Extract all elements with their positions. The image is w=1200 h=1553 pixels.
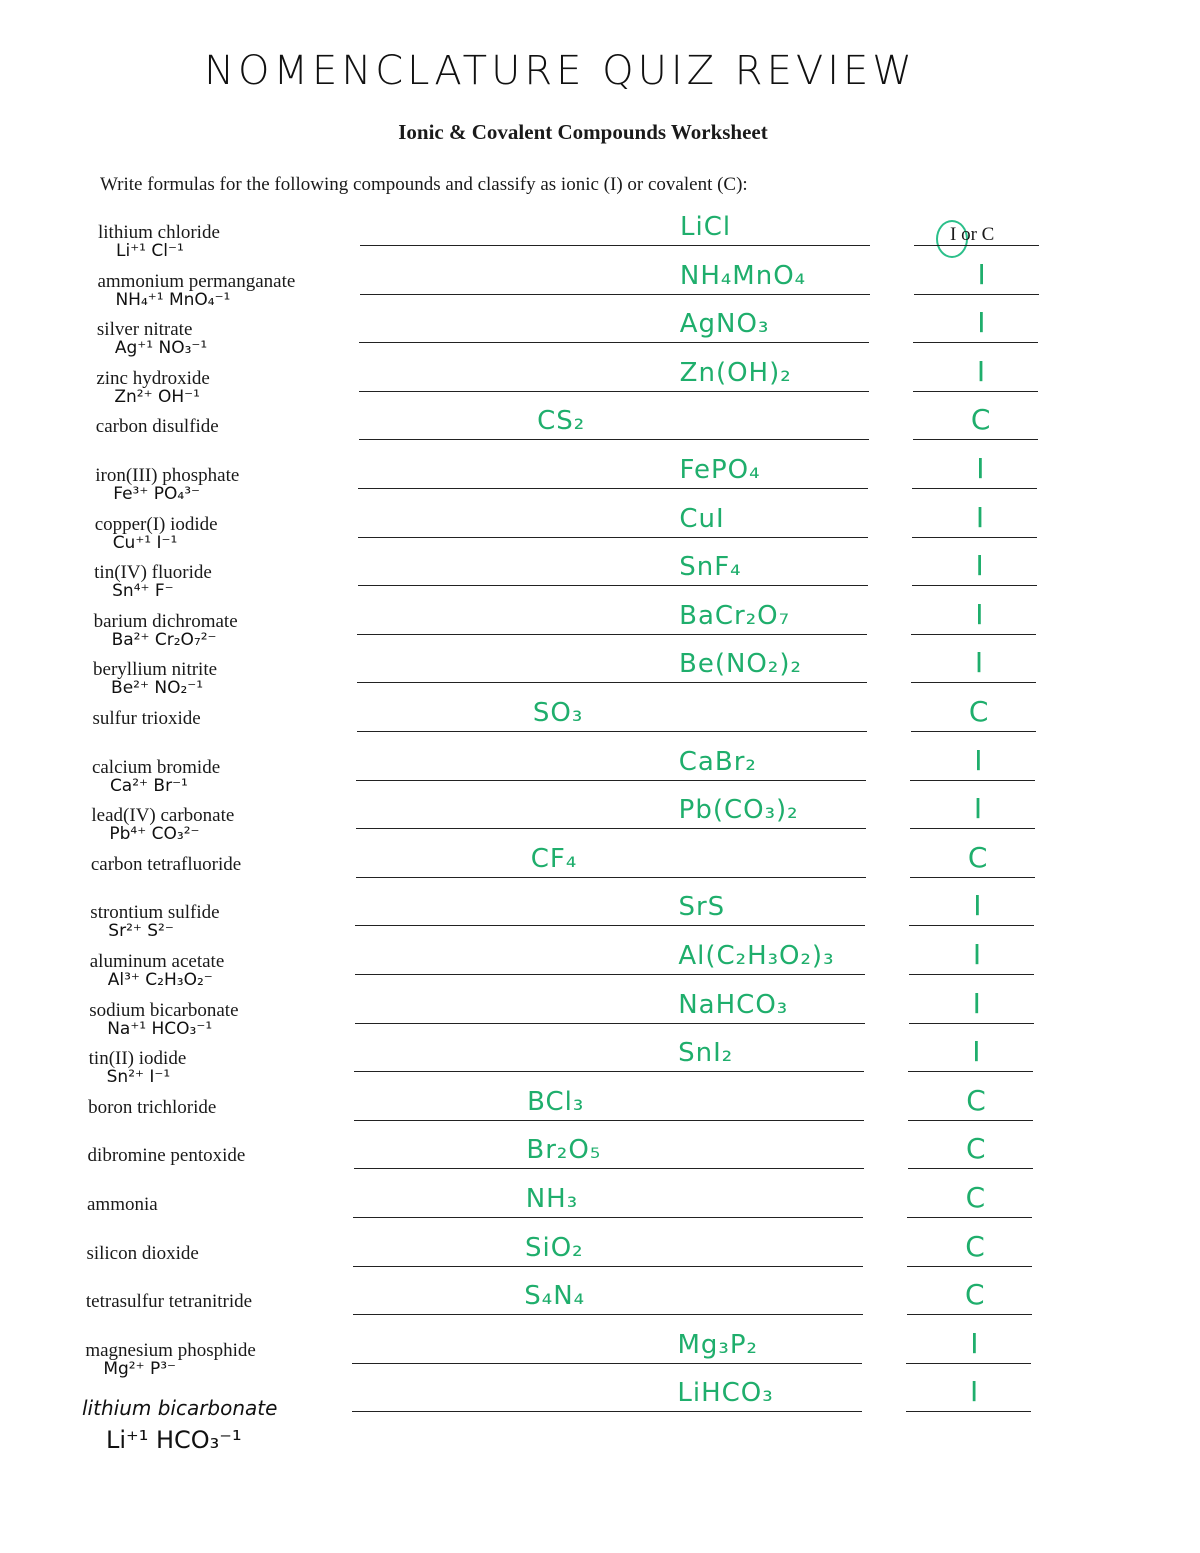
compound-name: dibromine pentoxide <box>87 1145 246 1167</box>
handwritten-ions: Pb⁴⁺ CO₃²⁻ <box>109 824 200 845</box>
worksheet-row <box>0 1266 1200 1315</box>
handwritten-classification: C <box>967 840 988 874</box>
worksheet-row <box>0 926 1200 990</box>
handwritten-formula: Pb(CO₃)₂ <box>678 795 799 826</box>
handwritten-formula: CF₄ <box>530 843 578 874</box>
worksheet-title: Ionic & Covalent Compounds Worksheet <box>398 120 768 144</box>
worksheet-row <box>0 1072 1200 1121</box>
compound-name: iron(III) phosphate <box>95 465 240 486</box>
compound-name: barium dichromate <box>93 610 238 632</box>
handwritten-formula: BCl₃ <box>527 1086 585 1117</box>
worksheet-row <box>0 634 1200 699</box>
handwritten-title: NOMENCLATURE QUIZ REVIEW <box>204 48 916 94</box>
worksheet-row <box>0 1120 1200 1169</box>
compound-name: lead(IV) carbonate <box>91 805 235 827</box>
handwritten-formula: NaHCO₃ <box>678 989 789 1020</box>
handwritten-ions: Sn⁴⁺ F⁻ <box>112 581 174 602</box>
worksheet-row <box>0 294 1200 359</box>
worksheet-row <box>0 975 1200 1039</box>
worksheet-row <box>0 489 1200 553</box>
handwritten-formula: Al(C₂H₃O₂)₃ <box>678 941 835 971</box>
compound-name: magnesium phosphide <box>85 1339 256 1361</box>
handwritten-formula: SiO₂ <box>524 1232 584 1263</box>
handwritten-classification: I <box>973 889 982 923</box>
worksheet-row <box>0 246 1200 310</box>
handwritten-formula: FePO₄ <box>679 455 761 485</box>
handwritten-formula: Be(NO₂)₂ <box>679 649 802 680</box>
compound-name: zinc hydroxide <box>96 367 210 389</box>
handwritten-formula: AgNO₃ <box>679 309 770 340</box>
handwritten-formula: SnI₂ <box>678 1038 734 1069</box>
handwritten-ions: Ca²⁺ Br⁻¹ <box>109 775 188 796</box>
column-header-i-or-c: I or C <box>950 224 995 245</box>
handwritten-classification: I <box>972 938 982 971</box>
handwritten-formula: SnF₄ <box>679 552 742 583</box>
compound-name: tetrasulfur tetranitride <box>85 1291 253 1313</box>
handwritten-ions: Mg²⁺ P³⁻ <box>103 1358 177 1379</box>
handwritten-classification: C <box>964 1278 985 1312</box>
handwritten-classification: I <box>975 597 984 631</box>
handwritten-formula: CaBr₂ <box>678 746 757 777</box>
worksheet-row <box>0 391 1200 440</box>
handwritten-classification: I <box>976 452 985 485</box>
instructions: Write formulas for the following compounds and classify as ionic (I) or covalent (C): <box>100 174 748 195</box>
handwritten-ions: Cu⁺¹ I⁻¹ <box>112 532 178 553</box>
handwritten-classification: C <box>965 1229 985 1263</box>
compound-name: sulfur trioxide <box>92 708 201 729</box>
handwritten-classification: I <box>974 743 983 777</box>
handwritten-formula: NH₃ <box>525 1184 579 1214</box>
handwritten-classification: I <box>972 1035 981 1069</box>
handwritten-formula: NH₄MnO₄ <box>679 260 807 291</box>
handwritten-classification: I <box>976 354 986 388</box>
worksheet-row <box>0 1023 1200 1088</box>
handwritten-classification: C <box>965 1132 986 1166</box>
handwritten-ions: Sn²⁺ I⁻¹ <box>106 1067 171 1088</box>
worksheet-row <box>0 586 1200 650</box>
handwritten-classification: I <box>977 306 986 340</box>
handwritten-classification: I <box>969 1375 979 1409</box>
handwritten-classification: I <box>974 646 984 680</box>
handwritten-classification: I <box>970 1326 979 1360</box>
compound-name: tin(IV) fluoride <box>94 562 212 584</box>
worksheet-row <box>0 1169 1200 1218</box>
handwritten-formula: CS₂ <box>537 406 586 437</box>
answer-line <box>352 1411 862 1412</box>
compound-name: sodium bicarbonate <box>89 999 239 1021</box>
compound-name: ammonia <box>87 1194 158 1215</box>
handwritten-extra-ions: Li⁺¹ HCO₃⁻¹ <box>106 1426 242 1454</box>
handwritten-classification: I <box>972 986 981 1020</box>
compound-name: silver nitrate <box>96 319 193 341</box>
handwritten-ions: NH₄⁺¹ MnO₄⁻¹ <box>115 289 231 310</box>
compound-name: tin(II) iodide <box>88 1048 187 1070</box>
compound-name: beryllium nitrite <box>93 659 218 681</box>
handwritten-classification: I <box>973 792 983 826</box>
handwritten-extra-compound: lithium bicarbonate <box>82 1396 278 1420</box>
worksheet-row <box>0 343 1200 407</box>
worksheet-row <box>0 1315 1200 1379</box>
handwritten-formula: CuI <box>679 503 725 534</box>
compound-name: calcium bromide <box>91 756 221 778</box>
handwritten-ions: Sr²⁺ S²⁻ <box>108 921 174 942</box>
worksheet-row <box>0 780 1200 845</box>
worksheet-row <box>0 537 1200 602</box>
handwritten-formula: LiHCO₃ <box>677 1378 774 1409</box>
compound-name: carbon tetrafluoride <box>90 853 242 875</box>
handwritten-formula: Mg₃P₂ <box>677 1329 758 1360</box>
handwritten-ions: Be²⁺ NO₂⁻¹ <box>111 678 204 699</box>
handwritten-formula: SO₃ <box>532 698 584 728</box>
worksheet-row <box>0 732 1200 796</box>
compound-name: ammonium permanganate <box>97 270 296 292</box>
handwritten-classification: C <box>968 695 989 728</box>
compound-name: aluminum acetate <box>89 951 225 972</box>
worksheet-row <box>0 197 1200 261</box>
compound-name: boron trichloride <box>88 1096 217 1118</box>
handwritten-formula: Br₂O₅ <box>526 1135 602 1166</box>
handwritten-formula: BaCr₂O₇ <box>679 600 791 631</box>
worksheet-row <box>0 877 1200 942</box>
handwritten-ions: Al³⁺ C₂H₃O₂⁻ <box>107 970 213 990</box>
handwritten-ions: Li⁺¹ Cl⁻¹ <box>116 241 184 261</box>
handwritten-ions: Zn²⁺ OH⁻¹ <box>114 386 200 407</box>
compound-name: carbon disulfide <box>95 416 219 438</box>
worksheet-row <box>0 829 1200 878</box>
handwritten-classification: I <box>975 500 985 534</box>
classification-line <box>906 1411 1031 1412</box>
handwritten-formula: Zn(OH)₂ <box>679 357 792 388</box>
worksheet-row <box>0 683 1200 732</box>
handwritten-formula: SrS <box>678 892 726 923</box>
compound-name: strontium sulfide <box>90 902 220 924</box>
handwritten-formula: S₄N₄ <box>524 1281 586 1312</box>
compound-name: lithium chloride <box>98 222 220 243</box>
handwritten-classification: C <box>965 1181 986 1214</box>
handwritten-ions: Ba²⁺ Cr₂O₇²⁻ <box>111 629 217 650</box>
handwritten-classification: I <box>977 257 986 291</box>
handwritten-ions: Na⁺¹ HCO₃⁻¹ <box>107 1018 213 1039</box>
worksheet-row <box>0 1218 1200 1267</box>
handwritten-ions: Ag⁺¹ NO₃⁻¹ <box>114 338 208 359</box>
handwritten-classification: C <box>966 1083 986 1117</box>
handwritten-ions: Fe³⁺ PO₄³⁻ <box>113 484 200 504</box>
handwritten-formula: LiCl <box>680 212 732 242</box>
compound-name: silicon dioxide <box>86 1242 199 1264</box>
worksheet-row <box>0 440 1200 504</box>
handwritten-classification: I <box>975 549 984 583</box>
compound-name: copper(I) iodide <box>94 513 218 535</box>
handwritten-classification: C <box>970 403 991 437</box>
